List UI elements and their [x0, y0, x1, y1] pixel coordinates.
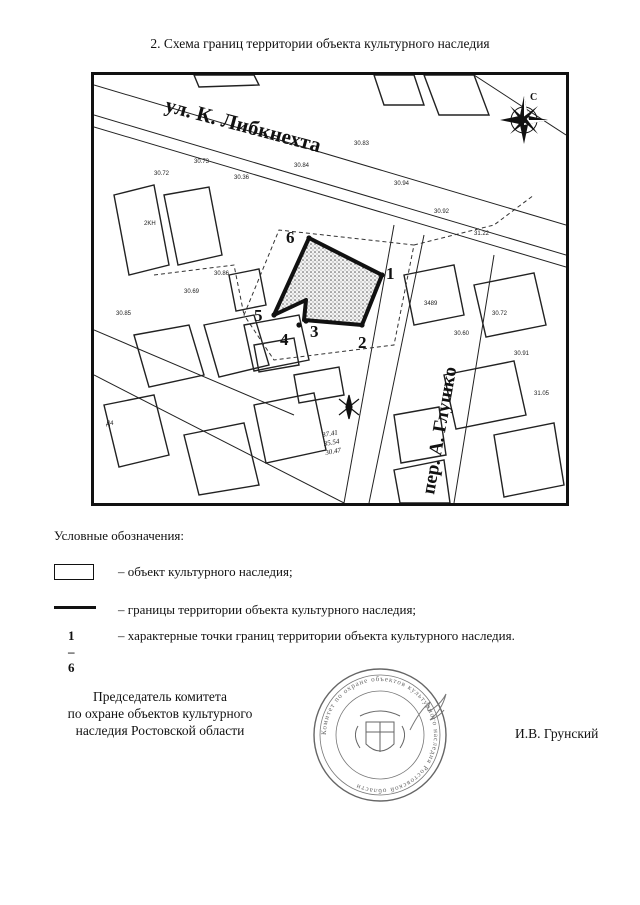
svg-text:30.60: 30.60 — [454, 331, 470, 337]
legend-item-text: – объект культурного наследия; — [118, 564, 293, 579]
territory-boundary — [274, 238, 382, 325]
small-compass-icon — [339, 395, 359, 419]
svg-text:30.86: 30.86 — [214, 271, 230, 277]
point-6-label: 6 — [286, 228, 295, 247]
svg-text:30.73: 30.73 — [194, 159, 210, 165]
official-seal — [300, 660, 460, 810]
seal-text: Комитет по охране объектов культурного наследия Ростовской области — [319, 674, 441, 796]
legend-item-text: – границы территории объекта культурного наследия; — [118, 602, 417, 617]
position-line: наследия Ростовской области — [75, 723, 245, 738]
svg-text:30.47: 30.47 — [324, 446, 342, 457]
legend-points-symbol: 1 – 6 — [68, 628, 75, 675]
position-line: по охране объектов культурного — [67, 706, 253, 721]
svg-text:35.54: 35.54 — [323, 437, 341, 448]
point-3-label: 3 — [310, 322, 319, 341]
svg-text:30.72: 30.72 — [154, 171, 170, 177]
svg-text:30.94: 30.94 — [394, 181, 410, 187]
point-2-label: 2 — [358, 333, 367, 352]
street-label-side: пер. А. Глушко — [418, 365, 462, 496]
signatory-name: И.В. Грунский — [515, 726, 599, 741]
point-5-label: 5 — [254, 306, 263, 325]
elevation-annotation — [321, 428, 343, 457]
svg-text:37.41: 37.41 — [321, 428, 339, 440]
svg-text:30.84: 30.84 — [294, 163, 310, 169]
map-drawing — [94, 75, 566, 503]
street-label-main: ул. К. Либкнехта — [162, 92, 324, 158]
svg-text:31.22: 31.22 — [474, 231, 490, 237]
legend-title: Условные обозначения: — [54, 528, 185, 543]
svg-text:31.05: 31.05 — [534, 391, 550, 397]
svg-text:Д4: Д4 — [106, 421, 114, 427]
svg-text:30.85: 30.85 — [116, 311, 132, 317]
svg-text:30.72: 30.72 — [492, 311, 508, 317]
svg-text:3489: 3489 — [424, 301, 438, 307]
svg-text:30.83: 30.83 — [354, 141, 370, 147]
north-label: С — [530, 92, 538, 103]
point-4-label: 4 — [280, 330, 289, 349]
legend-box-symbol — [54, 564, 94, 580]
svg-text:30.91: 30.91 — [514, 351, 530, 357]
legend-line-symbol — [54, 606, 96, 609]
svg-text:2KH: 2KH — [144, 221, 156, 227]
document-title: 2. Схема границ территории объекта культурного наследия — [150, 36, 490, 51]
legend-item-text: – характерные точки границ территории объекта культурного наследия. — [118, 628, 515, 643]
boundary-scheme-map — [91, 72, 569, 506]
position-line: Председатель комитета — [93, 689, 227, 704]
coat-of-arms-icon — [355, 711, 404, 752]
svg-text:30.36: 30.36 — [234, 175, 250, 181]
point-1-label: 1 — [386, 264, 395, 283]
svg-text:30.92: 30.92 — [434, 209, 450, 215]
signatory-position — [40, 688, 280, 739]
svg-text:30.69: 30.69 — [184, 289, 200, 295]
